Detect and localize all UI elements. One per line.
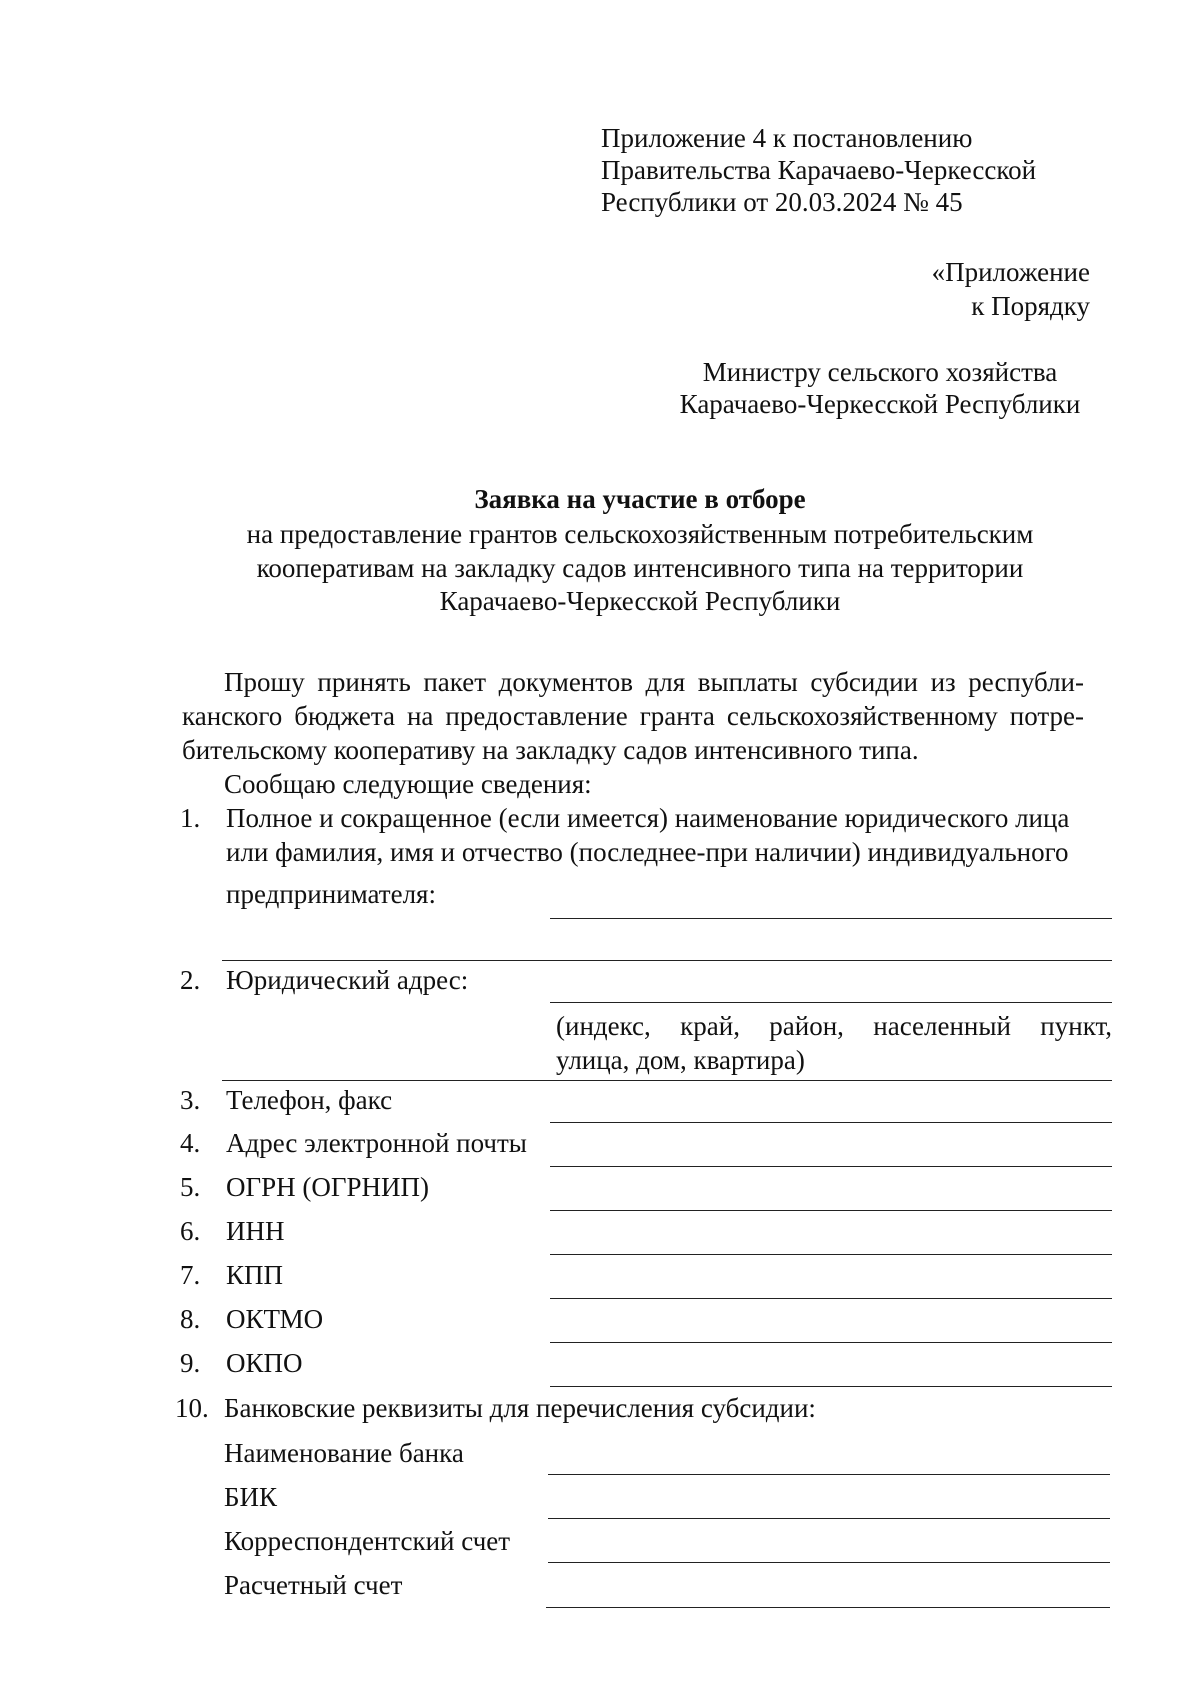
item-8-label: ОКТМО bbox=[226, 1304, 324, 1334]
item-1-line-3: предпринимателя: bbox=[226, 879, 436, 909]
appendix-line-2: Правительства Карачаево-Черкесской bbox=[601, 155, 1037, 185]
item-1-fill-line-1[interactable] bbox=[550, 918, 1112, 919]
oktmo-fill-line[interactable] bbox=[550, 1342, 1112, 1343]
appendix-line-1: Приложение 4 к постановлению bbox=[601, 123, 973, 153]
email-fill-line[interactable] bbox=[550, 1166, 1112, 1167]
request-paragraph-line-1: Прошу принять пакет документов для выплаты субсидии из республи- bbox=[224, 667, 1084, 697]
corr-account-label: Корреспондентский счет bbox=[224, 1526, 511, 1556]
ogrn-fill-line[interactable] bbox=[550, 1210, 1112, 1211]
item-4-label: Адрес электронной почты bbox=[226, 1128, 527, 1158]
document-title: Заявка на участие в отборе bbox=[474, 484, 806, 514]
settlement-account-fill-line[interactable] bbox=[546, 1607, 1110, 1608]
settlement-account-label: Расчетный счет bbox=[224, 1570, 403, 1600]
bank-name-fill-line[interactable] bbox=[548, 1474, 1110, 1475]
item-8-number: 8. bbox=[180, 1304, 201, 1334]
item-1-number: 1. bbox=[180, 803, 201, 833]
item-10-label: Банковские реквизиты для перечисления субсидии: bbox=[224, 1393, 816, 1423]
request-paragraph-line-3: бительскому кооперативу на закладку садов интенсивного типа. bbox=[182, 735, 919, 765]
order-appendix-line-1: «Приложение bbox=[931, 257, 1090, 287]
bik-label: БИК bbox=[224, 1482, 278, 1512]
item-4-number: 4. bbox=[180, 1128, 201, 1158]
phone-fax-fill-line[interactable] bbox=[550, 1122, 1112, 1123]
addressee-line-2: Карачаево-Черкесской Республики bbox=[679, 389, 1081, 419]
item-3-number: 3. bbox=[180, 1085, 201, 1115]
addressee-line-1: Министру сельского хозяйства bbox=[702, 357, 1058, 387]
order-appendix-line-2: к Порядку bbox=[971, 291, 1090, 321]
item-3-label: Телефон, факс bbox=[226, 1085, 393, 1115]
bik-fill-line[interactable] bbox=[548, 1518, 1110, 1519]
item-1-fill-line-2[interactable] bbox=[222, 960, 1112, 961]
item-2-fill-line-1[interactable] bbox=[550, 1002, 1112, 1003]
item-2-number: 2. bbox=[180, 965, 201, 995]
item-7-number: 7. bbox=[180, 1260, 201, 1290]
intro-text: Сообщаю следующие сведения: bbox=[224, 769, 592, 799]
item-5-label: ОГРН (ОГРНИП) bbox=[226, 1172, 429, 1202]
item-1-line-1: Полное и сокращенное (если имеется) наименование юридического лица bbox=[226, 803, 1070, 833]
item-7-label: КПП bbox=[226, 1260, 284, 1290]
item-10-number: 10. bbox=[175, 1393, 209, 1423]
item-2-hint-line-1: (индекс, край, район, населенный пункт, bbox=[556, 1011, 1112, 1041]
item-6-label: ИНН bbox=[226, 1216, 285, 1246]
item-2-label: Юридический адрес: bbox=[226, 965, 469, 995]
item-1-line-2: или фамилия, имя и отчество (последнее-при наличии) индивидуального bbox=[226, 837, 1069, 867]
item-9-label: ОКПО bbox=[226, 1348, 303, 1378]
appendix-line-3: Республики от 20.03.2024 № 45 bbox=[601, 187, 963, 217]
item-2-fill-line-2[interactable] bbox=[222, 1080, 1112, 1081]
item-9-number: 9. bbox=[180, 1348, 201, 1378]
item-6-number: 6. bbox=[180, 1216, 201, 1246]
kpp-fill-line[interactable] bbox=[550, 1298, 1112, 1299]
corr-account-fill-line[interactable] bbox=[548, 1562, 1110, 1563]
bank-name-label: Наименование банка bbox=[224, 1438, 464, 1468]
request-paragraph-line-2: канского бюджета на предоставление гранта сельскохозяйственному потре- bbox=[182, 701, 1084, 731]
item-2-hint-line-2: улица, дом, квартира) bbox=[556, 1045, 805, 1075]
inn-fill-line[interactable] bbox=[550, 1254, 1112, 1255]
document-subtitle-line-3: Карачаево-Черкесской Республики bbox=[439, 586, 841, 616]
item-5-number: 5. bbox=[180, 1172, 201, 1202]
okpo-fill-line[interactable] bbox=[550, 1386, 1112, 1387]
document-subtitle-line-1: на предоставление грантов сельскохозяйственным потребительским bbox=[246, 519, 1034, 549]
document-subtitle-line-2: кооперативам на закладку садов интенсивного типа на территории bbox=[256, 553, 1024, 583]
